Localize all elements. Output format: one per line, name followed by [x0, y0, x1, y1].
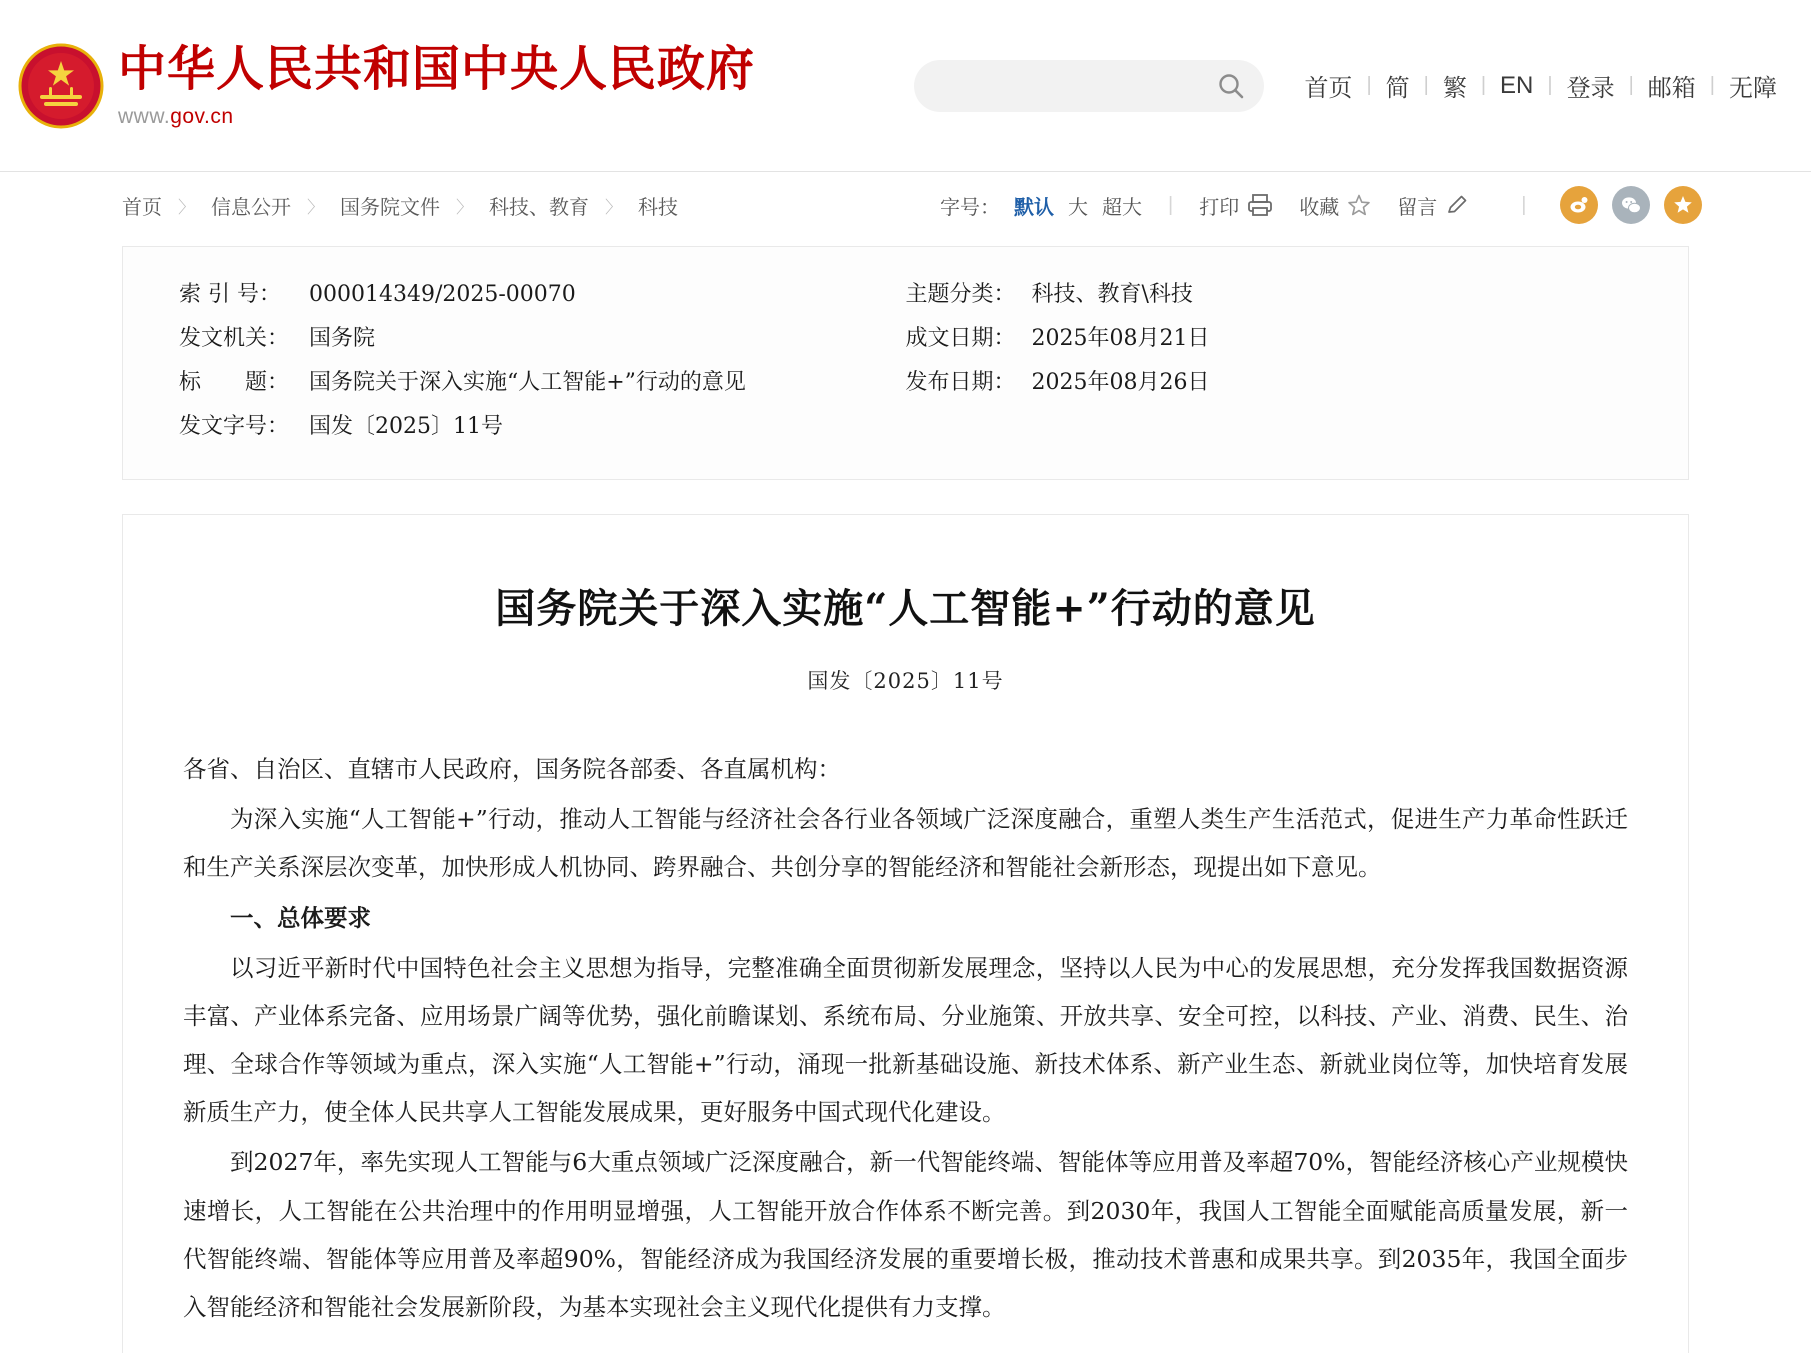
breadcrumb-separator: 〉 — [178, 197, 195, 217]
document-number: 国发〔2025〕11号 — [807, 669, 1004, 693]
meta-value-publish-date: 2025年08月26日 — [1031, 370, 1210, 395]
qzone-icon[interactable] — [1664, 186, 1702, 224]
fontsize-label: 字号： — [940, 196, 1000, 219]
document-meta-table — [122, 246, 1689, 480]
meta-value-subject: 科技、教育\科技 — [1031, 282, 1193, 307]
meta-key-subject: 主题分类： — [905, 282, 1016, 307]
header-right-area — [914, 60, 1791, 112]
site-title: 中华人民共和国中央人民政府 — [118, 40, 756, 97]
breadcrumb-separator: 〉 — [456, 197, 473, 217]
nav-item-login[interactable]: 登录 — [1566, 75, 1615, 102]
printer-icon[interactable] — [1247, 193, 1273, 217]
site-url — [118, 105, 755, 129]
nav-separator: | — [1628, 74, 1634, 96]
meta-row-title — [179, 361, 906, 405]
nav-item-accessibility[interactable]: 无障 — [1729, 75, 1777, 102]
meta-key-publish-date: 发布日期： — [905, 370, 1016, 395]
breadcrumb-separator: 〉 — [307, 197, 324, 217]
meta-row-index — [179, 273, 906, 317]
breadcrumb-item-documents[interactable]: 国务院文件 — [340, 196, 440, 219]
breadcrumb-item-subcategory[interactable]: 科技 — [638, 196, 678, 219]
article-body — [183, 745, 1628, 1331]
meta-value-title: 国务院关于深入实施“人工智能+”行动的意见 — [309, 370, 746, 395]
meta-column-left — [179, 273, 906, 449]
print-label: 打印 — [1199, 196, 1240, 219]
meta-value-docnumber: 国发〔2025〕11号 — [309, 414, 503, 439]
page-title: 国务院关于深入实施“人工智能+”行动的意见 — [495, 585, 1316, 632]
toolbar-divider-2: | — [1521, 193, 1527, 216]
site-brand — [118, 42, 755, 129]
favorite-button[interactable] — [1299, 191, 1371, 220]
print-button[interactable] — [1199, 191, 1273, 220]
message-button[interactable] — [1397, 191, 1469, 220]
breadcrumb-bar — [0, 172, 1811, 238]
meta-value-issuer: 国务院 — [309, 326, 376, 351]
wechat-icon[interactable] — [1612, 186, 1650, 224]
paragraph-guideline: 以习近平新时代中国特色社会主义思想为指导，完整准确全面贯彻新发展理念，坚持以人民为中心的发展思想，充分发挥我国数据资源丰富、产业体系完备、应用场景广阔等优势，强化前瞻谋划、系统布局、分业施策、开放共享、安全可控，以科技、产业、消费、民生、治理、全球合作等领域为重点，深入实施“人工智能+”行动，涌现一批新基础设施、新技术体系、新产业生态、新就业岗位等，加快培育发展新质生产力，使全体人民共享人工智能发展成果，更好服务中国式现代化建设。 — [183, 953, 1628, 1127]
nav-separator: | — [1423, 74, 1429, 96]
fontsize-option-large[interactable]: 大 — [1068, 196, 1088, 219]
nav-separator: | — [1547, 74, 1553, 96]
nav-item-mail[interactable]: 邮箱 — [1647, 75, 1696, 102]
nav-item-simplified[interactable]: 简 — [1385, 75, 1410, 102]
nav-item-home[interactable]: 首页 — [1304, 75, 1353, 102]
breadcrumb-separator: 〉 — [605, 197, 622, 217]
fontsize-option-default[interactable]: 默认 — [1014, 196, 1054, 219]
site-url-domain: gov.cn — [170, 105, 234, 129]
weibo-icon[interactable] — [1560, 186, 1598, 224]
favorite-label: 收藏 — [1299, 196, 1340, 219]
site-url-www: www. — [118, 105, 171, 129]
search-icon[interactable] — [1216, 71, 1246, 101]
fontsize-option-extra-large[interactable]: 超大 — [1102, 196, 1142, 219]
meta-row-subject — [906, 273, 1633, 317]
meta-row-written-date — [906, 317, 1633, 361]
breadcrumb-item-disclosure[interactable]: 信息公开 — [211, 196, 291, 219]
toolbar-divider: | — [1168, 193, 1174, 216]
search-box[interactable] — [914, 60, 1264, 112]
nav-item-english[interactable]: EN — [1500, 71, 1534, 99]
pencil-icon[interactable] — [1445, 193, 1469, 217]
nav-separator: | — [1709, 74, 1715, 96]
national-emblem-icon — [18, 43, 104, 129]
search-input[interactable] — [932, 74, 1216, 97]
meta-key-title: 标 题： — [179, 370, 290, 395]
article-container — [122, 514, 1689, 1353]
message-label: 留言 — [1397, 196, 1438, 219]
header-nav — [1290, 68, 1791, 103]
meta-row-docnumber — [179, 405, 906, 449]
meta-column-right — [906, 273, 1633, 449]
nav-separator: | — [1480, 74, 1487, 96]
meta-row-issuer — [179, 317, 906, 361]
nav-separator: | — [1366, 74, 1372, 96]
meta-value-index: 000014349/2025-00070 — [309, 282, 576, 307]
meta-key-issuer: 发文机关： — [179, 326, 290, 351]
star-icon[interactable] — [1347, 193, 1371, 217]
paragraph-intro: 为深入实施“人工智能+”行动，推动人工智能与经济社会各行业各领域广泛深度融合，重塑人类生产生活范式，促进生产力革命性跃迁和生产关系深层次变革，加快形成人机协同、跨界融合、共创分享的智能经济和智能社会新形态，现提出如下意见。 — [183, 805, 1628, 882]
breadcrumb-item-category[interactable]: 科技、教育 — [489, 196, 589, 219]
section-heading-1: 一、总体要求 — [230, 903, 371, 932]
meta-value-written-date: 2025年08月21日 — [1031, 326, 1210, 351]
meta-key-index: 索 引 号： — [179, 282, 281, 307]
social-share-group — [1560, 186, 1702, 224]
meta-row-publish-date — [906, 361, 1633, 405]
nav-item-traditional[interactable]: 繁 — [1442, 75, 1467, 102]
breadcrumb-item-home[interactable]: 首页 — [122, 196, 162, 219]
article-toolbar — [940, 186, 1702, 224]
meta-key-written-date: 成文日期： — [905, 326, 1016, 351]
paragraph-targets: 到2027年，率先实现人工智能与6大重点领域广泛深度融合，新一代智能终端、智能体等应用普及率超70%，智能经济核心产业规模快速增长，人工智能在公共治理中的作用明显增强，人工智能开放合作体系不断完善。到2030年，我国人工智能全面赋能高质量发展，新一代智能终端、智能体等应用普及率超90%，智能经济成为我国经济发展的重要增长极，推动技术普惠和成果共享。到2035年，我国全面步入智能经济和智能社会发展新阶段，为基本实现社会主义现代化提供有力支撑。 — [183, 1148, 1628, 1321]
paragraph-salutation: 各省、自治区、直辖市人民政府，国务院各部委、各直属机构： — [183, 755, 841, 783]
site-header — [0, 0, 1811, 172]
meta-key-docnumber: 发文字号： — [179, 414, 290, 439]
